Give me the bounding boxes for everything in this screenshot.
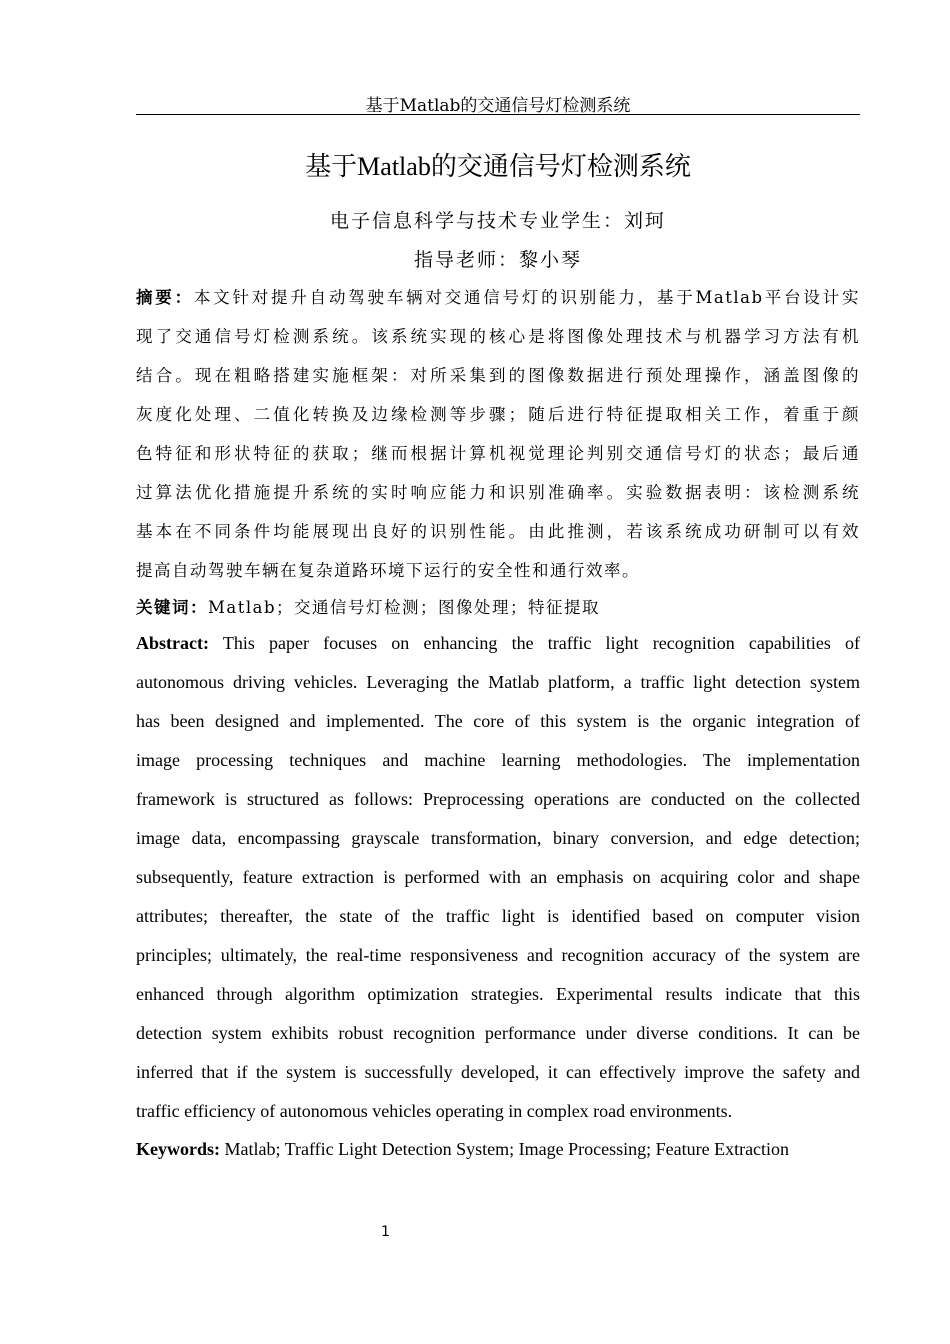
abstract-cn-line: 色特征和形状特征的获取；继而根据计算机视觉理论判别交通信号灯的状态；最后通 xyxy=(136,444,860,463)
abstract-en-label: Abstract: xyxy=(136,633,209,653)
page-title: 基于Matlab的交通信号灯检测系统 xyxy=(305,152,691,181)
abstract-en-line: framework is structured as follows: Preprocessing operations are conducted on the collected xyxy=(136,789,860,809)
page-number: 1 xyxy=(381,1224,390,1240)
abstract-en-line: inferred that if the system is successfully developed, it can effectively improve the safety and xyxy=(136,1062,860,1082)
abstract-cn-line: 本文针对提升自动驾驶车辆对交通信号灯的识别能力，基于Matlab平台设计实 xyxy=(193,288,861,307)
abstract-en-line: image processing techniques and machine learning methodologies. The implementation xyxy=(136,750,860,770)
abstract-en-line: subsequently, feature extraction is performed with an emphasis on acquiring color and shape xyxy=(136,867,860,887)
abstract-en-line: attributes; thereafter, the state of the traffic light is identified based on computer vision xyxy=(136,906,860,926)
abstract-en-line: principles; ultimately, the real-time responsiveness and recognition accuracy of the system are xyxy=(136,945,860,965)
abstract-cn-line: 灰度化处理、二值化转换及边缘检测等步骤；随后进行特征提取相关工作，着重于颜 xyxy=(136,405,860,424)
keywords-en-label: Keywords: xyxy=(136,1139,220,1159)
abstract-en-line: has been designed and implemented. The core of this system is the organic integration of xyxy=(136,711,860,731)
abstract-cn-line: 现了交通信号灯检测系统。该系统实现的核心是将图像处理技术与机器学习方法有机 xyxy=(136,327,860,346)
abstract-en-line: enhanced through algorithm optimization strategies. Experimental results indicate that this xyxy=(136,984,860,1004)
abstract-en xyxy=(136,624,860,1167)
keywords-cn xyxy=(136,590,860,626)
keywords-en-text: Matlab; Traffic Light Detection System; Image Processing; Feature Extraction xyxy=(220,1139,790,1159)
abstract-cn-line: 结合。现在粗略搭建实施框架：对所采集到的图像数据进行预处理操作，涵盖图像的 xyxy=(136,366,860,385)
header-rule xyxy=(136,114,860,115)
abstract-cn-line: 过算法优化措施提升系统的实时响应能力和识别准确率。实验数据表明：该检测系统 xyxy=(136,483,860,502)
keywords-en xyxy=(136,1131,860,1167)
abstract-en-line: detection system exhibits robust recognition performance under diverse conditions. It can be xyxy=(136,1023,860,1043)
abstract-en-line: This paper focuses on enhancing the traffic light recognition capabilities of xyxy=(208,633,860,653)
abstract-cn-line: 基本在不同条件均能展现出良好的识别性能。由此推测，若该系统成功研制可以有效 xyxy=(136,522,860,541)
author-line: 电子信息科学与技术专业学生：刘珂 xyxy=(329,210,666,232)
keywords-cn-label: 关键词： xyxy=(136,598,208,617)
abstract-en-line: autonomous driving vehicles. Leveraging the Matlab platform, a traffic light detection system xyxy=(136,672,860,692)
abstract-en-line: traffic efficiency of autonomous vehicles operating in complex road environments. xyxy=(136,1101,733,1121)
abstract-cn-line: 提高自动驾驶车辆在复杂道路环境下运行的安全性和通行效率。 xyxy=(136,561,640,580)
abstract-en-line: image data, encompassing grayscale transformation, binary conversion, and edge detection; xyxy=(136,828,860,848)
abstract-cn-label: 摘要： xyxy=(136,288,194,307)
abstract-cn xyxy=(136,278,860,626)
keywords-cn-text: Matlab；交通信号灯检测；图像处理；特征提取 xyxy=(208,598,601,617)
running-header: 基于Matlab的交通信号灯检测系统 xyxy=(365,96,631,116)
advisor-line: 指导老师：黎小琴 xyxy=(413,249,582,271)
